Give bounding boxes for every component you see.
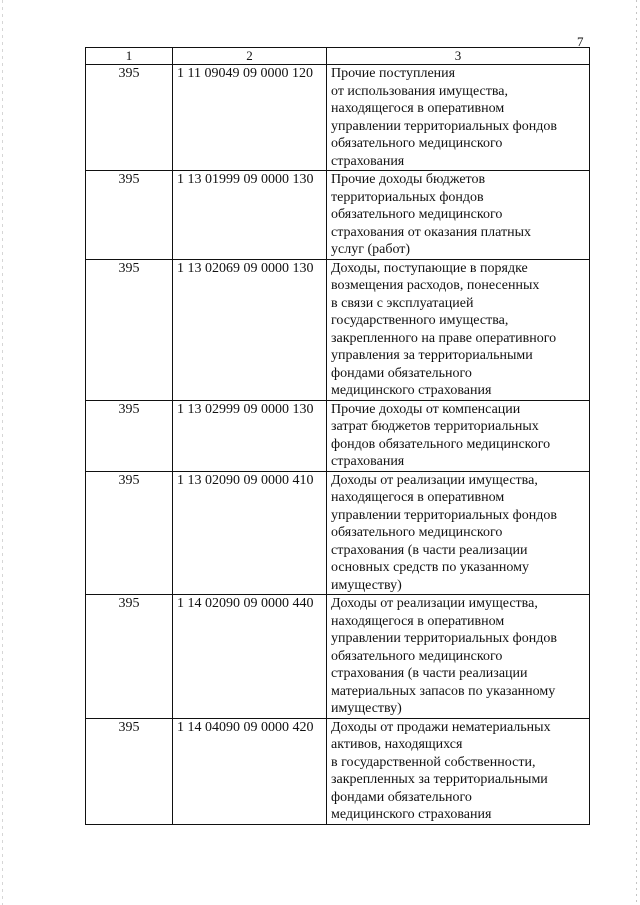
description-line: имуществу): [331, 577, 402, 593]
description-line: находящегося в оперативном: [331, 490, 505, 505]
description-line: Прочие поступления: [331, 66, 456, 81]
description-line: страхования от оказания платных: [331, 224, 531, 240]
description-line: территориальных фондов: [331, 189, 484, 205]
description-line: закрепленных за территориальными: [331, 772, 548, 787]
description-line: активов, находящихся: [331, 737, 463, 752]
description-line: в государственной собственности,: [331, 754, 536, 770]
description-line: обязательного медицинского: [331, 525, 503, 540]
description-line: медицинского страхования: [331, 383, 492, 398]
description-line: Прочие доходы от компенсации: [331, 401, 521, 417]
description-cell: [327, 400, 590, 471]
table-row: [86, 171, 590, 260]
description-cell: [327, 595, 590, 719]
description-line: услуг (работ): [331, 242, 411, 257]
budget-code-cell: 1 13 02999 09 0000 130: [173, 400, 327, 471]
description-line: фондов обязательного медицинского: [331, 436, 551, 452]
description-line: находящегося в оперативном: [331, 613, 505, 629]
budget-code-cell: 1 13 02069 09 0000 130: [173, 259, 327, 400]
description-line: возмещения расходов, понесенных: [331, 278, 540, 293]
description-line: управлении территориальных фондов: [331, 507, 557, 523]
budget-code-cell: 1 14 04090 09 0000 420: [173, 718, 327, 824]
table-row: [86, 595, 590, 719]
admin-code-cell: 395: [86, 171, 173, 260]
description-line: страхования (в части реализации: [331, 666, 528, 681]
description-line: от использования имущества,: [331, 83, 508, 99]
description-line: государственного имущества,: [331, 313, 509, 328]
description-line: Доходы от реализации имущества,: [331, 596, 538, 611]
description-line: страхования (в части реализации: [331, 542, 528, 558]
description-cell: [327, 171, 590, 260]
description-line: управления за территориальными: [331, 348, 533, 363]
column-header-2: 2: [173, 48, 327, 65]
table-row: [86, 65, 590, 171]
description-line: затрат бюджетов территориальных: [331, 419, 539, 434]
description-line: страхования: [331, 153, 405, 169]
description-line: Доходы от реализации имущества,: [331, 472, 538, 488]
column-header-3: 3: [327, 48, 590, 65]
admin-code-cell: 395: [86, 259, 173, 400]
description-line: имуществу): [331, 701, 402, 716]
description-line: страхования: [331, 454, 405, 469]
table-body: [86, 65, 590, 825]
description-line: Доходы, поступающие в порядке: [331, 260, 528, 276]
scan-edge-right: [636, 0, 637, 905]
description-line: основных средств по указанному: [331, 560, 529, 575]
table-row: [86, 400, 590, 471]
page-number: 7: [577, 34, 584, 49]
budget-code-cell: 1 14 02090 09 0000 440: [173, 595, 327, 719]
description-line: медицинского страхования: [331, 807, 492, 822]
description-line: находящегося в оперативном: [331, 101, 505, 116]
budget-code-cell: 1 13 01999 09 0000 130: [173, 171, 327, 260]
admin-code-cell: 395: [86, 718, 173, 824]
description-line: управлении территориальных фондов: [331, 631, 557, 646]
description-line: Доходы от продажи нематериальных: [331, 719, 551, 735]
admin-code-cell: 395: [86, 400, 173, 471]
description-line: обязательного медицинского: [331, 207, 503, 222]
scan-edge-left: [2, 0, 3, 905]
description-line: фондами обязательного: [331, 365, 472, 381]
budget-code-cell: 1 13 02090 09 0000 410: [173, 471, 327, 595]
description-line: в связи с эксплуатацией: [331, 295, 474, 311]
table-row: [86, 259, 590, 400]
admin-code-cell: 395: [86, 65, 173, 171]
description-line: обязательного медицинского: [331, 648, 503, 664]
revenue-codes-table: [85, 47, 590, 825]
description-line: обязательного медицинского: [331, 136, 503, 151]
admin-code-cell: 395: [86, 471, 173, 595]
description-line: материальных запасов по указанному: [331, 683, 556, 699]
description-cell: [327, 65, 590, 171]
description-cell: [327, 259, 590, 400]
description-cell: [327, 471, 590, 595]
table-header-row: [86, 48, 590, 65]
description-cell: [327, 718, 590, 824]
description-line: закрепленного на праве оперативного: [331, 330, 557, 346]
column-header-1: 1: [86, 48, 173, 65]
admin-code-cell: 395: [86, 595, 173, 719]
budget-code-cell: 1 11 09049 09 0000 120: [173, 65, 327, 171]
table-row: [86, 471, 590, 595]
description-line: Прочие доходы бюджетов: [331, 172, 486, 187]
description-line: управлении территориальных фондов: [331, 118, 557, 134]
table-row: [86, 718, 590, 824]
description-line: фондами обязательного: [331, 789, 472, 805]
